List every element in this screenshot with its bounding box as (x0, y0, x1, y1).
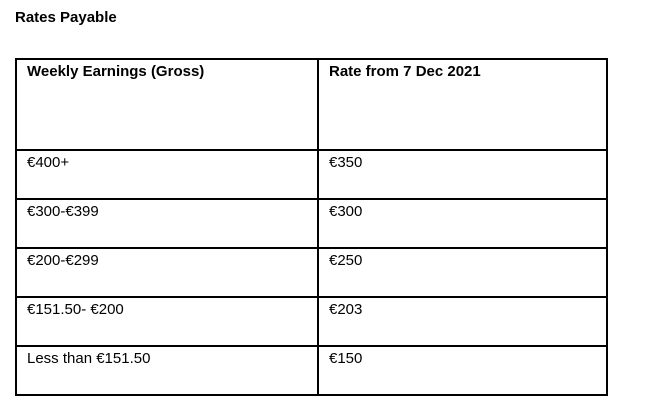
rate-cell: €250 (318, 248, 607, 297)
page-title: Rates Payable (15, 9, 117, 26)
table-row (16, 248, 607, 297)
table-row (16, 199, 607, 248)
rate-cell: €300 (318, 199, 607, 248)
rate-header: Rate from 7 Dec 2021 (318, 59, 607, 150)
table-row (16, 150, 607, 199)
earnings-cell: Less than €151.50 (16, 346, 318, 395)
table-header-row (16, 59, 607, 150)
rate-cell: €203 (318, 297, 607, 346)
earnings-cell: €200-€299 (16, 248, 318, 297)
table-row (16, 297, 607, 346)
rates-table (15, 58, 608, 396)
earnings-cell: €400+ (16, 150, 318, 199)
earnings-cell: €151.50- €200 (16, 297, 318, 346)
rate-cell: €350 (318, 150, 607, 199)
earnings-cell: €300-€399 (16, 199, 318, 248)
rate-cell: €150 (318, 346, 607, 395)
table-row (16, 346, 607, 395)
weekly-earnings-header: Weekly Earnings (Gross) (16, 59, 318, 150)
